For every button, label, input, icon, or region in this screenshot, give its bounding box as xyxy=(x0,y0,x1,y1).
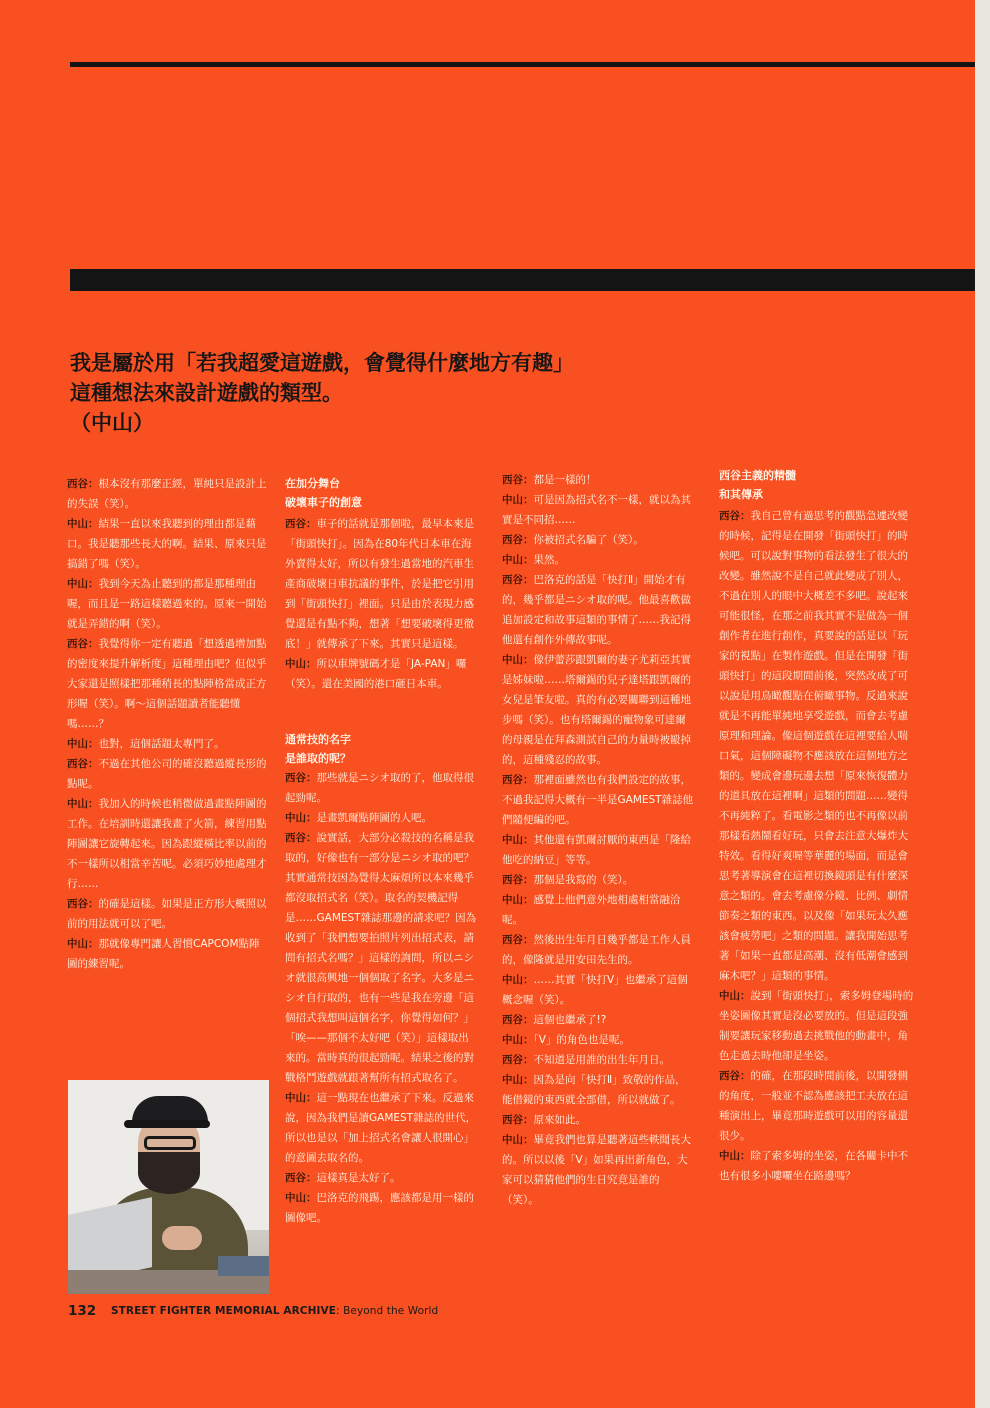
dialogue-text: 說實話，大部分必殺技的名稱是我取的，好像也有一部分是ニシオ取的吧？其實通常技因為覺得太麻煩所以本來幾乎都沒取招式名（笑）。取名的契機記得是……GAMEST雜誌那邊的請求吧？因為收到了「我們想要拍照片列出招式表，請問有招式名嗎？」這樣的詢問，所以ニシオ就很高興地一個個取了名字。大多是ニシオ自行取的，也有一些是我在旁邊「這個招式我想叫這個名字，你覺得如何？」「唉——那個不太好吧（笑）」這樣取出來的。當時真的很起勁呢。結果之後的對戰格鬥遊戲就跟著幫所有招式取名了。 xyxy=(285,832,477,1084)
dialogue-paragraph xyxy=(502,1070,694,1110)
speaker-label: 西谷： xyxy=(502,774,534,786)
dialogue-text: 結果一直以來我聽到的理由都是藉口。我是聽那些長大的啊。結果、原來只是搞錯了嗎（笑）。 xyxy=(67,518,267,570)
section-2-body xyxy=(285,768,478,1228)
dialogue-paragraph xyxy=(285,514,478,654)
dialogue-text: 這一點現在也繼承了下來。反過來說，因為我們是讀GAMEST雜誌的世代，所以也是以「加上招式名會讓人很開心」的意圖去取名的。 xyxy=(285,1092,477,1164)
dialogue-paragraph xyxy=(502,870,694,890)
pull-quote-attribution: （中山） xyxy=(70,410,154,435)
dialogue-text: 也對，這個話題太專門了。 xyxy=(98,738,225,750)
dialogue-text: 果然。 xyxy=(533,554,565,566)
dialogue-text: 所以車牌號碼才是「JA-PAN」囉（笑）。還在美國的港口砸日本車。 xyxy=(285,658,467,690)
dialogue-text: 可是因為招式名不一樣，就以為其實是不同招…… xyxy=(502,494,691,526)
dialogue-text: 我覺得你一定有聽過「想透過增加點的密度來提升解析度」這種理由吧？但似乎大家還是照樣把那種稍長的點陣格當成正方形喔（笑）。啊～這個話題讀者能聽懂嗎……？ xyxy=(67,638,267,730)
dialogue-paragraph xyxy=(719,1066,914,1146)
dialogue-text: 除了索多姆的坐姿，在各關卡中不也有很多小嘍囉坐在路邊嗎？ xyxy=(719,1150,908,1182)
speaker-label: 西谷： xyxy=(67,478,99,490)
speaker-label: 中山： xyxy=(502,834,534,846)
photo-beard xyxy=(138,1152,200,1194)
dialogue-text: 我自己曾有過思考的觀點急遽改變的時候，記得是在開發「街頭快打」的時候吧。可以說對事物的看法發生了很大的改變。雖然說不是自己就此變成了別人，不過在別人的眼中大概差不多吧。說起來可能很怪，在那之前我其實不是做為一個創作者在進行創作，真要說的話是以「玩家的視點」在製作遊戲。但是在開發「街頭快打」的這段期間前後，突然改成了可以說是用鳥瞰觀點在俯瞰事物。反過來說就是不再能單純地享受遊戲，而會去考慮原理和理論。像這個遊戲在這裡要給人喘口氣，這個障礙物不應該放在這個地方之類的。變成會邊玩邊去想「原來恢復體力的道具放在這裡啊」這類的問題……變得不再純粹了。看電影之類的也不再像以前那樣看熱鬧看好玩，只會去注意大爆炸大特效。看得好爽喔等華麗的場面，而是會思考著導演會在這裡切換鏡頭是有什麼深意之類的。會去考慮像分鏡、比例、劇情節奏之類的東西。以及像「如果玩太久應該會疲勞吧」之類的問題。讓我開始思考著「如果一直都是高潮、沒有低潮會感到麻木吧？」這類的事情。 xyxy=(719,510,908,982)
speaker-label: 西谷： xyxy=(502,574,534,586)
section-heading xyxy=(285,730,478,768)
photo-hand xyxy=(162,1226,202,1250)
speaker-label: 中山： xyxy=(502,1074,534,1086)
dialogue-paragraph xyxy=(285,828,478,1088)
speaker-label: 西谷： xyxy=(502,1114,534,1126)
dialogue-paragraph xyxy=(719,1146,914,1186)
speaker-label: 西谷： xyxy=(719,1070,751,1082)
dialogue-paragraph xyxy=(502,550,694,570)
dialogue-paragraph xyxy=(67,894,267,934)
dialogue-text: 那就像專門讓人習慣CAPCOM點陣圖的練習呢。 xyxy=(67,938,260,970)
dialogue-text: 說到「街頭快打」，索多姆登場時的坐姿圖像其實是沒必要放的。但是這段強制要讓玩家移動過去挑戰他的動畫中，角色走過去時他卻是坐姿。 xyxy=(719,990,914,1062)
dialogue-paragraph xyxy=(502,1030,694,1050)
dialogue-paragraph xyxy=(502,770,694,830)
dialogue-paragraph xyxy=(285,654,478,694)
photo-cap-brim xyxy=(124,1120,210,1128)
dialogue-paragraph xyxy=(67,754,267,794)
section-1-body xyxy=(285,514,478,694)
speaker-label: 西谷： xyxy=(502,934,534,946)
pull-quote-line-2: 這種想法來設計遊戲的類型。 xyxy=(70,380,343,405)
dialogue-text: 根本沒有那麼正經，單純只是設計上的失誤（笑）。 xyxy=(67,478,267,510)
column-1 xyxy=(67,474,267,974)
speaker-label: 西谷： xyxy=(285,832,317,844)
page-edge xyxy=(975,0,990,1408)
dialogue-text: 車子的話就是那個啦，最早本來是「街頭快打」。因為在80年代日本車在海外賣得太好，所以有發生過當地的汽車生產商破壞日車抗議的事件，於是把它引用到「街頭快打」裡面。只是由於表現力感覺還是有點不夠，想著「想要破壞得更徹底！」就傳承了下來。其實只是這樣。 xyxy=(285,518,474,650)
speaker-label: 西谷： xyxy=(502,534,534,546)
dialogue-paragraph xyxy=(67,794,267,894)
speaker-label: 西谷： xyxy=(502,1014,534,1026)
dialogue-paragraph xyxy=(502,530,694,550)
speaker-label: 西谷： xyxy=(502,874,534,886)
speaker-label: 中山： xyxy=(67,938,99,950)
speaker-label: 中山： xyxy=(67,738,99,750)
section-heading-line: 通常技的名字 xyxy=(285,733,351,746)
pull-quote-line-1: 我是屬於用「若我超愛這遊戲，會覺得什麼地方有趣」 xyxy=(70,350,574,375)
dialogue-text: 我加入的時候也稍微做過畫點陣圖的工作。在培訓時還讓我畫了火箭，練習用點陣圖讓它旋轉起來。因為跟縱橫比率以前的不一樣所以相當辛苦呢。必須巧妙地處理才行…… xyxy=(67,798,267,890)
speaker-label: 西谷： xyxy=(285,1172,317,1184)
speaker-label: 西谷： xyxy=(67,638,99,650)
dialogue-text: ……其實「快打Ⅴ」也繼承了這個概念喔（笑）。 xyxy=(502,974,688,1006)
dialogue-paragraph xyxy=(502,490,694,530)
dialogue-paragraph xyxy=(502,970,694,1010)
dialogue-paragraph xyxy=(285,1188,478,1228)
speaker-label: 西谷： xyxy=(502,1054,534,1066)
speaker-label: 中山： xyxy=(502,894,534,906)
speaker-label: 西谷： xyxy=(285,772,317,784)
dialogue-text: 那個是我寫的（笑）。 xyxy=(533,874,634,886)
dialogue-text: 都是一樣的！ xyxy=(533,474,597,486)
dialogue-paragraph xyxy=(67,574,267,634)
column-4 xyxy=(719,466,914,1186)
dialogue-text: 我到今天為止聽到的都是那種理由喔，而且是一路這樣聽過來的。原來一開始就是弄錯的啊（笑）。 xyxy=(67,578,267,630)
section-heading-line: 和其傳承 xyxy=(719,488,763,501)
dialogue-text: 這樣真是太好了。 xyxy=(316,1172,401,1184)
dialogue-text: 那裡面雖然也有我們設定的故事，不過我記得大概有一半是GAMEST雜誌他們隨便編的吧。 xyxy=(502,774,694,826)
photo-magazine xyxy=(218,1256,269,1276)
speaker-label: 中山： xyxy=(502,654,534,666)
speaker-label: 西谷： xyxy=(502,474,534,486)
dialogue-text: 畢竟我們也算是聽著這些軼聞長大的。所以以後「Ⅴ」如果再出新角色，大家可以猜猜他們的生日究竟是誰的（笑）。 xyxy=(502,1134,691,1206)
dialogue-paragraph xyxy=(285,768,478,808)
dialogue-paragraph xyxy=(285,808,478,828)
column-2 xyxy=(285,474,478,1228)
dialogue-paragraph xyxy=(502,650,694,770)
dialogue-paragraph xyxy=(502,1050,694,1070)
photo-glasses xyxy=(144,1136,196,1150)
dialogue-paragraph xyxy=(502,830,694,870)
dialogue-paragraph xyxy=(502,470,694,490)
speaker-label: 西谷： xyxy=(285,518,317,530)
dialogue-text: 巴洛克的話是「快打Ⅱ」開始才有的，幾乎都是ニシオ取的呢。他最喜歡做追加設定和故事這類的事情了……我記得他還有創作外傳故事呢。 xyxy=(502,574,691,646)
dialogue-text: 「Ⅴ」的角色也是呢。 xyxy=(533,1034,630,1046)
section-heading-line: 是誰取的呢？ xyxy=(285,752,351,765)
dialogue-paragraph xyxy=(285,1168,478,1188)
section-heading-line: 在加分舞台 xyxy=(285,477,340,490)
speaker-label: 西谷： xyxy=(67,898,99,910)
speaker-label: 中山： xyxy=(285,658,317,670)
speaker-label: 西谷： xyxy=(719,510,751,522)
dialogue-text: 因為是向「快打Ⅱ」致敬的作品，能借鏡的東西就全部借，所以就做了。 xyxy=(502,1074,686,1106)
pull-quote xyxy=(70,348,930,438)
speaker-label: 中山： xyxy=(67,578,99,590)
speaker-label: 西谷： xyxy=(67,758,99,770)
section-body xyxy=(719,506,914,1186)
dialogue-paragraph xyxy=(502,1010,694,1030)
top-rule xyxy=(70,62,975,67)
header-band xyxy=(70,269,975,291)
speaker-label: 中山： xyxy=(502,554,534,566)
dialogue-text: 你被招式名騙了（笑）。 xyxy=(533,534,644,546)
series-subtitle: : Beyond the World xyxy=(336,1305,439,1317)
dialogue-paragraph xyxy=(285,1088,478,1168)
speaker-label: 中山： xyxy=(719,990,751,1002)
dialogue-paragraph xyxy=(67,634,267,734)
speaker-label: 中山： xyxy=(502,1134,534,1146)
speaker-label: 中山： xyxy=(285,1192,317,1204)
running-footer xyxy=(111,1305,438,1317)
dialogue-paragraph xyxy=(502,1130,694,1210)
speaker-label: 中山： xyxy=(502,494,534,506)
dialogue-text: 巴洛克的飛踢，應該都是用一樣的圖像吧。 xyxy=(285,1192,474,1224)
section-heading xyxy=(285,474,478,512)
speaker-label: 中山： xyxy=(719,1150,751,1162)
speaker-label: 中山： xyxy=(502,974,534,986)
dialogue-paragraph xyxy=(502,890,694,930)
section-heading-line: 破壞車子的創意 xyxy=(285,496,362,509)
dialogue-text: 的確，在那段時間前後，以開發側的角度，一般並不認為應該把工夫放在這種演出上，畢竟那時遊戲可以用的容量還很少。 xyxy=(719,1070,908,1142)
dialogue-paragraph xyxy=(502,930,694,970)
speaker-label: 中山： xyxy=(285,1092,317,1104)
dialogue-paragraph xyxy=(719,506,914,986)
page-number: 132 xyxy=(68,1303,97,1319)
dialogue-paragraph xyxy=(502,1110,694,1130)
dialogue-paragraph xyxy=(67,474,267,514)
dialogue-paragraph xyxy=(502,570,694,650)
speaker-label: 中山： xyxy=(285,812,317,824)
dialogue-text: 的確是這樣。如果是正方形大概照以前的用法就可以了吧。 xyxy=(67,898,267,930)
section-heading-line: 西谷主義的精髓 xyxy=(719,469,796,482)
dialogue-text: 那些就是ニシオ取的了，他取得很起勁呢。 xyxy=(285,772,474,804)
dialogue-text: 不過在其他公司的確沒聽過縱長形的點呢。 xyxy=(67,758,267,790)
speaker-label: 中山： xyxy=(67,798,99,810)
dialogue-text: 其他還有凱爾討厭的東西是「隆給他吃的納豆」等等。 xyxy=(502,834,691,866)
dialogue-text: 這個也繼承了!? xyxy=(533,1014,607,1026)
speaker-label: 中山： xyxy=(67,518,99,530)
dialogue-text: 然後出生年月日幾乎都是工作人員的，像隆就是用安田先生的。 xyxy=(502,934,691,966)
dialogue-text: 是畫凱爾點陣圖的人吧。 xyxy=(316,812,432,824)
column-3 xyxy=(502,470,694,1210)
dialogue-paragraph xyxy=(719,986,914,1066)
dialogue-text: 像伊蕾莎跟凱爾的妻子尤莉亞其實是姊妹啦……塔爾錫的兒子達塔跟凱爾的女兒是筆友啦。真的有必要關聯到這種地步嗎（笑）。也有塔爾錫的寵物象可達爾的母親是在拜森測試自己的力量時被毆掉的，這種殘忍的故事。 xyxy=(502,654,691,766)
section-heading xyxy=(719,466,914,504)
dialogue-text: 原來如此。 xyxy=(533,1114,586,1126)
series-title: STREET FIGHTER MEMORIAL ARCHIVE xyxy=(111,1305,337,1317)
speaker-label: 中山： xyxy=(502,1034,534,1046)
interviewee-photo xyxy=(68,1080,269,1294)
dialogue-paragraph xyxy=(67,934,267,974)
dialogue-text: 感覺上他們意外地相處相當融洽呢。 xyxy=(502,894,681,926)
dialogue-paragraph xyxy=(67,734,267,754)
dialogue-text: 不知道是用誰的出生年月日。 xyxy=(533,1054,670,1066)
dialogue-paragraph xyxy=(67,514,267,574)
